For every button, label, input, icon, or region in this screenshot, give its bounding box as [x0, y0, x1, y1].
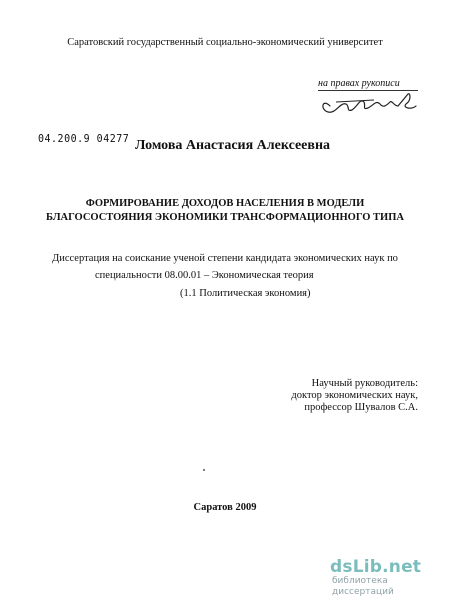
supervisor-name: профессор Шувалов С.А. — [304, 402, 418, 413]
dissertation-title — [0, 197, 450, 225]
handwritten-signature — [316, 88, 426, 116]
degree-statement-line-3: (1.1 Политическая экономия) — [180, 288, 311, 299]
university-name: Саратовский государственный социально-экономический университет — [67, 37, 383, 48]
watermark-main-text: dsLib.net — [330, 557, 422, 577]
manuscript-rights-note: на правах рукописи — [318, 78, 400, 89]
degree-statement-line-1: Диссертация на соискание ученой степени кандидата экономических наук по — [52, 253, 398, 264]
supervisor-block — [290, 378, 418, 414]
registration-number: 04.200.9 04277 — [38, 133, 130, 146]
title-line-1: ФОРМИРОВАНИЕ ДОХОДОВ НАСЕЛЕНИЯ В МОДЕЛИ — [85, 198, 365, 209]
dslib-watermark-logo — [330, 558, 442, 598]
scan-speck — [203, 469, 205, 471]
author-name: Ломова Анастасия Алексеевна — [135, 138, 331, 153]
supervisor-degree: доктор экономических наук, — [291, 390, 418, 401]
supervisor-role: Научный руководитель: — [311, 378, 418, 389]
watermark-sub-text: библиотека диссертаций — [332, 576, 394, 597]
city-and-year: Саратов 2009 — [193, 502, 257, 513]
title-line-2: БЛАГОСОСТОЯНИЯ ЭКОНОМИКИ ТРАНСФОРМАЦИОННОГО ТИПА — [46, 212, 404, 223]
degree-statement-line-2: специальности 08.00.01 – Экономическая теория — [95, 270, 314, 281]
